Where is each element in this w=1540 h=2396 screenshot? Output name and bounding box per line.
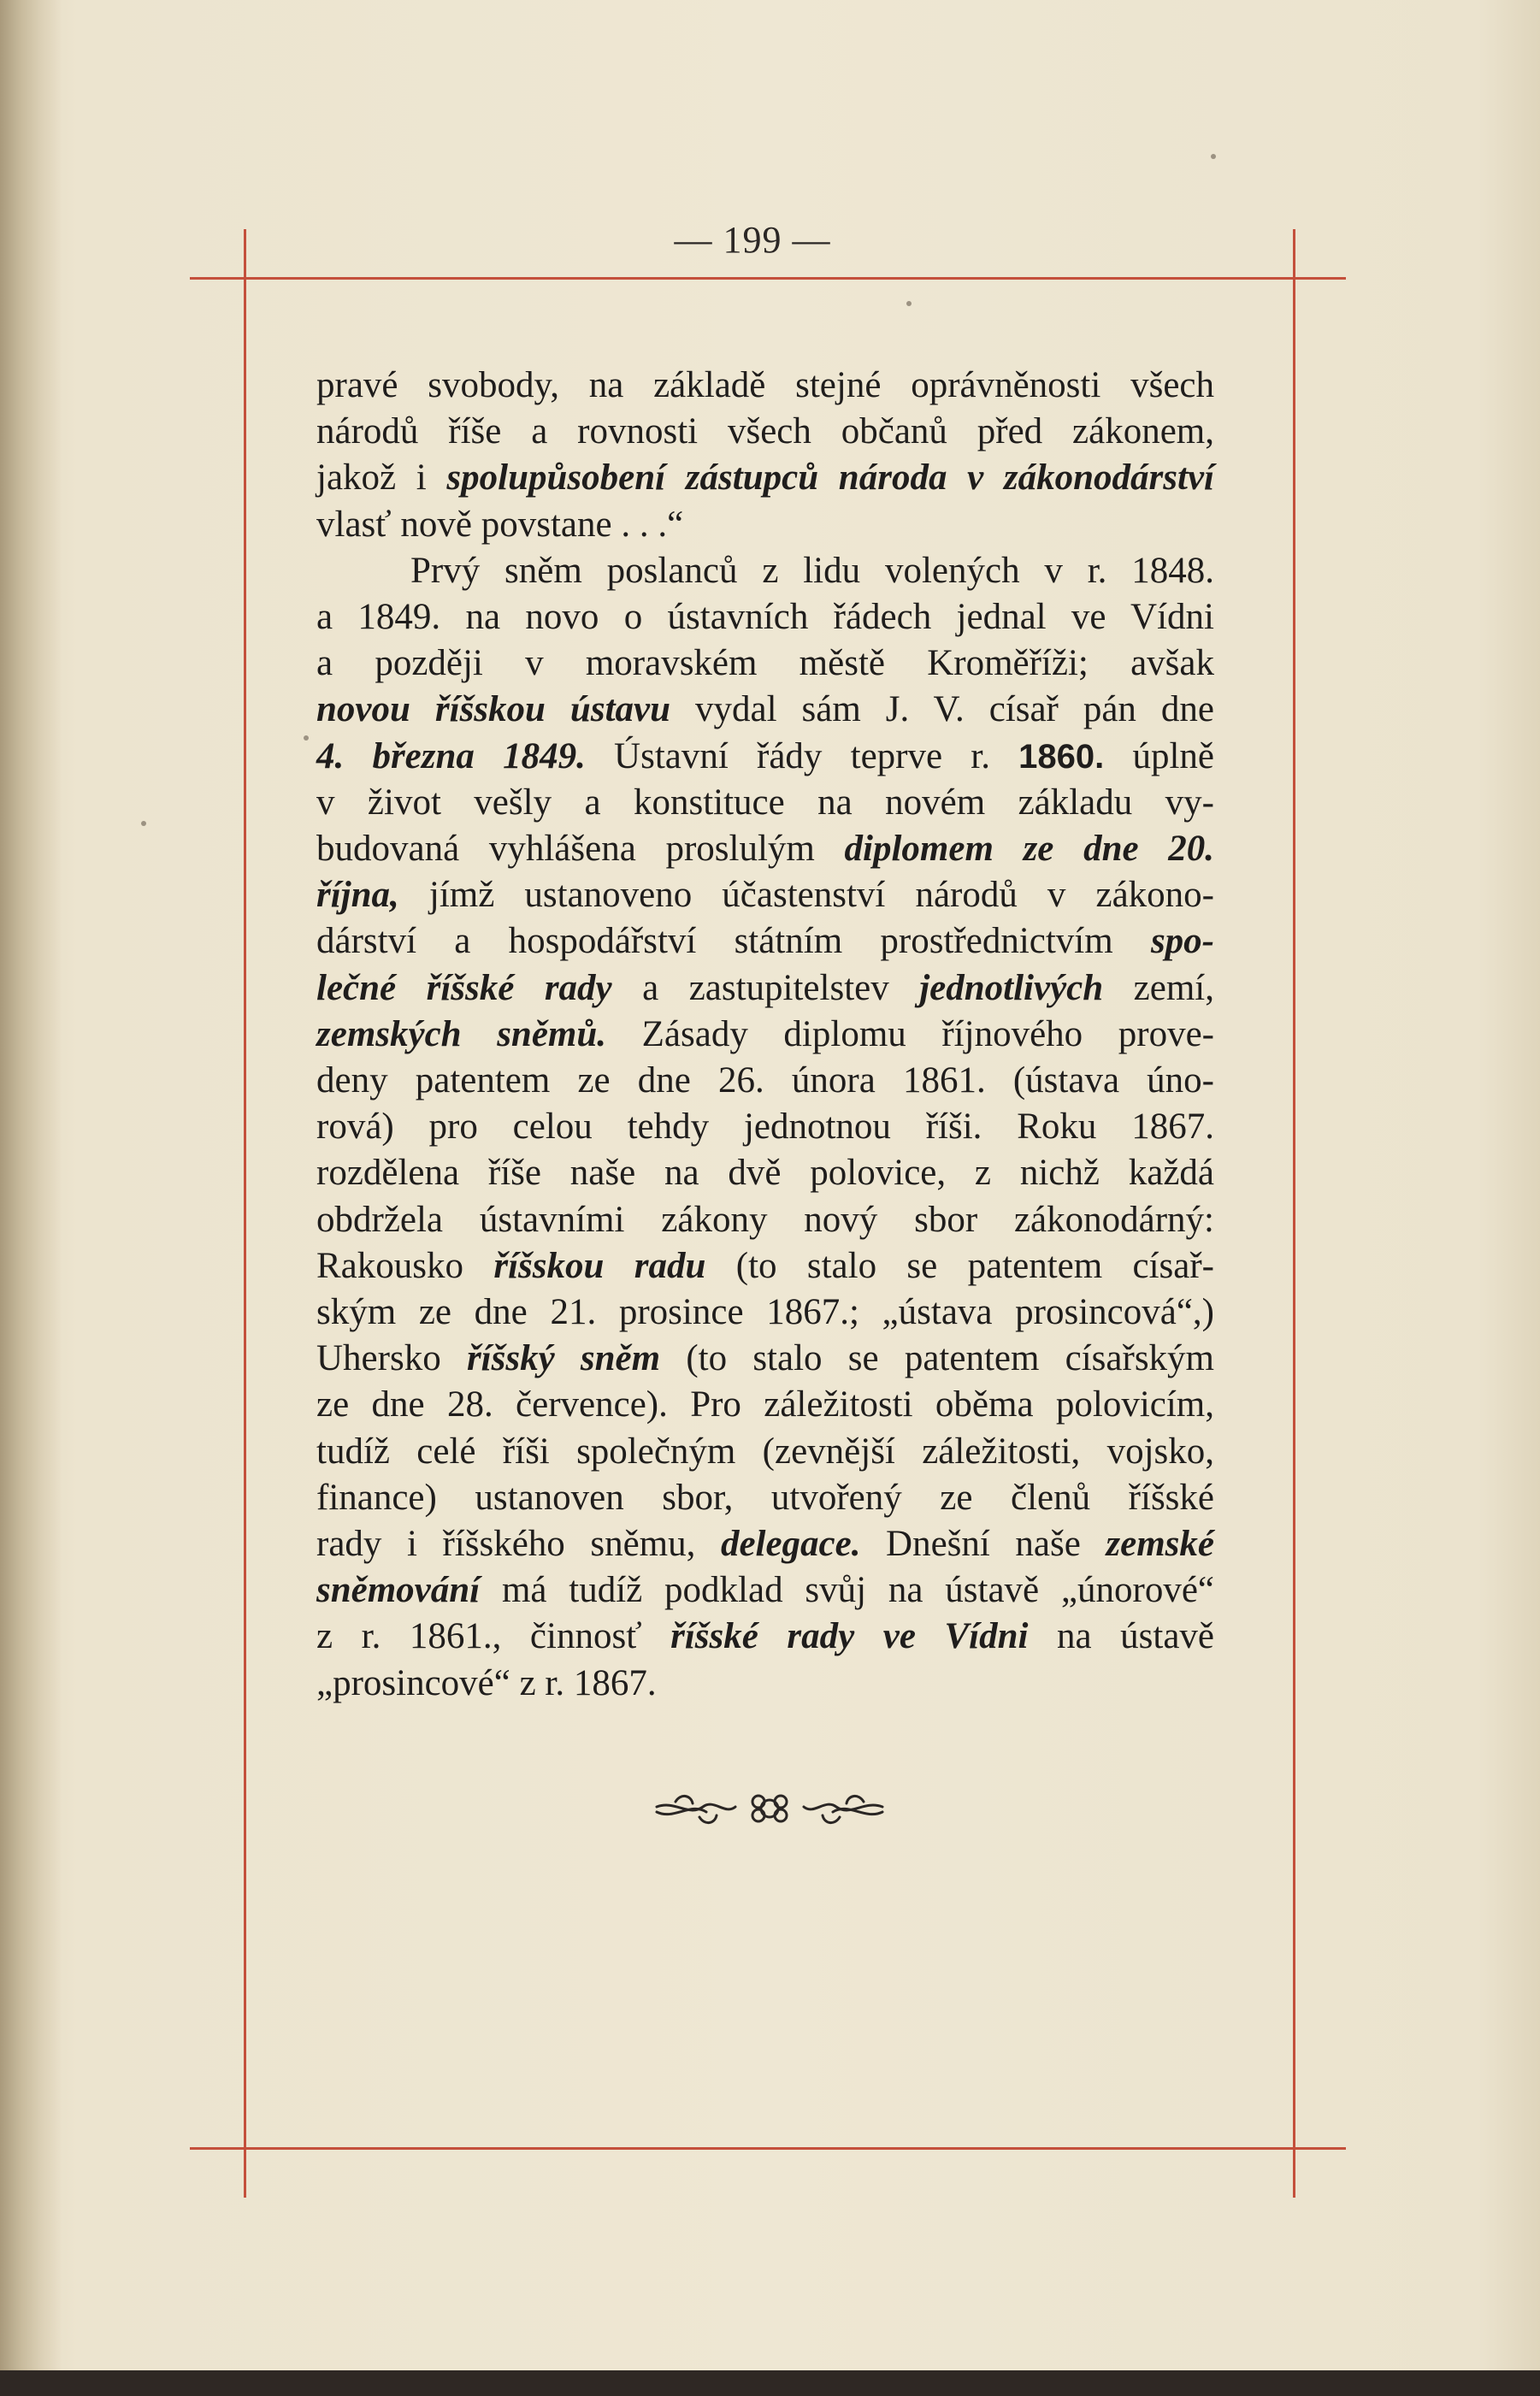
footer-rule-tick-left <box>244 2150 246 2198</box>
text-line: rady i říšského sněmu, delegace. Dnešní naše zemské <box>316 1524 1214 1565</box>
emphasis: spolupůsobení zástupců národa v zákonodárství <box>446 457 1214 499</box>
text-line: sněmování má tudíž podklad svůj na ústavě „únorové“ <box>316 1570 1214 1611</box>
footer-rule <box>190 2147 1346 2150</box>
floral-vignette-icon <box>650 1783 889 1834</box>
text-line: jakož i spolupůsobení zástupců národa v zákonodárství <box>316 457 1214 499</box>
emphasis: 4. března 1849. <box>316 735 586 776</box>
text-line: ze dne 28. července). Pro záležitosti oběma polovicím, <box>316 1384 1214 1425</box>
scan-bottom-edge <box>0 2370 1540 2396</box>
text-line: vlasť nově povstane . . .“ <box>316 504 684 545</box>
text-line: a později v moravském městě Kroměříži; avšak <box>316 643 1214 684</box>
text-line: října, jímž ustanoveno účastenství národů v zákono- <box>316 875 1214 916</box>
header-rule <box>190 277 1346 280</box>
emphasis: lečné říšské rady <box>316 967 612 1008</box>
text-line: Prvý sněm poslanců z lidu volených v r. 1848. <box>410 550 1214 591</box>
book-spine-shadow <box>0 0 62 2396</box>
paper-speck <box>304 735 309 741</box>
text-line: ským ze dne 21. prosince 1867.; „ústava prosincová“,) <box>316 1292 1214 1333</box>
emphasis: spo- <box>1150 921 1214 962</box>
text-line: v život vešly a konstituce na novém základu vy- <box>316 782 1214 823</box>
emphasis: říšskou radu <box>493 1245 706 1286</box>
text-line: tudíž celé říši společným (zevnější záležitosti, vojsko, <box>316 1431 1214 1472</box>
emphasis: zemských sněmů. <box>316 1013 607 1054</box>
text-line: novou říšskou ústavu vydal sám J. V. císař pán dne <box>316 689 1214 730</box>
text-line: zemských sněmů. Zásady diplomu říjnového prove- <box>316 1013 1214 1054</box>
bold-year: 1860. <box>1018 737 1105 776</box>
text-line: z r. 1861., činnosť říšské rady ve Vídni na ústavě <box>316 1616 1214 1657</box>
frame-right-rule <box>1293 279 1295 2160</box>
emphasis: delegace. <box>720 1524 861 1565</box>
header-rule-tick-right <box>1293 229 1295 279</box>
text-line: dárství a hospodářství státním prostřednictvím spo- <box>316 921 1214 962</box>
text-line: národů říše a rovnosti všech občanů před zákonem, <box>316 411 1214 452</box>
emphasis: říšský sněm <box>466 1338 661 1379</box>
text-line: „prosincové“ z r. 1867. <box>316 1662 657 1703</box>
footer-rule-tick-right <box>1293 2150 1295 2198</box>
text-line: budovaná vyhlášena proslulým diplomem ze dne 20. <box>316 829 1214 870</box>
emphasis: zemské <box>1106 1524 1214 1565</box>
paper-speck <box>141 821 146 826</box>
text-line: a 1849. na novo o ústavních řádech jednal ve Vídni <box>316 597 1214 638</box>
emphasis: sněmování <box>316 1570 481 1611</box>
emphasis: diplomem ze dne 20. <box>844 829 1214 870</box>
text-line: 4. března 1849. Ústavní řády teprve r. 1860. úplně <box>316 735 1214 776</box>
paper-speck <box>906 301 912 306</box>
body-text <box>316 363 1214 1707</box>
text-line: finance) ustanoven sbor, utvořený ze členů říšské <box>316 1477 1214 1518</box>
header-rule-tick-left <box>244 229 246 279</box>
text-line: Uhersko říšský sněm (to stalo se patentem císařským <box>316 1338 1215 1379</box>
emphasis: novou říšskou ústavu <box>316 689 671 730</box>
emphasis: jednotlivých <box>919 967 1104 1008</box>
emphasis: října, <box>316 875 399 916</box>
text-line: pravé svobody, na základě stejné oprávněnosti všech <box>316 365 1214 405</box>
text-line: lečné říšské rady a zastupitelstev jednotlivých zemí, <box>316 967 1214 1008</box>
frame-left-rule <box>244 279 246 2160</box>
paper-speck <box>1211 154 1216 159</box>
text-line: Rakousko říšskou radu (to stalo se patentem císař- <box>316 1245 1214 1286</box>
text-line: obdržela ústavními zákony nový sbor zákonodárný: <box>316 1199 1214 1240</box>
text-line: rozdělena říše naše na dvě polovice, z nichž každá <box>316 1153 1214 1194</box>
text-line: rová) pro celou tehdy jednotnou říši. Roku 1867. <box>316 1107 1214 1148</box>
text-line: deny patentem ze dne 26. února 1861. (ústava úno- <box>316 1060 1214 1101</box>
page-number: — 199 — <box>674 219 831 261</box>
emphasis: říšské rady ve Vídni <box>670 1616 1029 1657</box>
